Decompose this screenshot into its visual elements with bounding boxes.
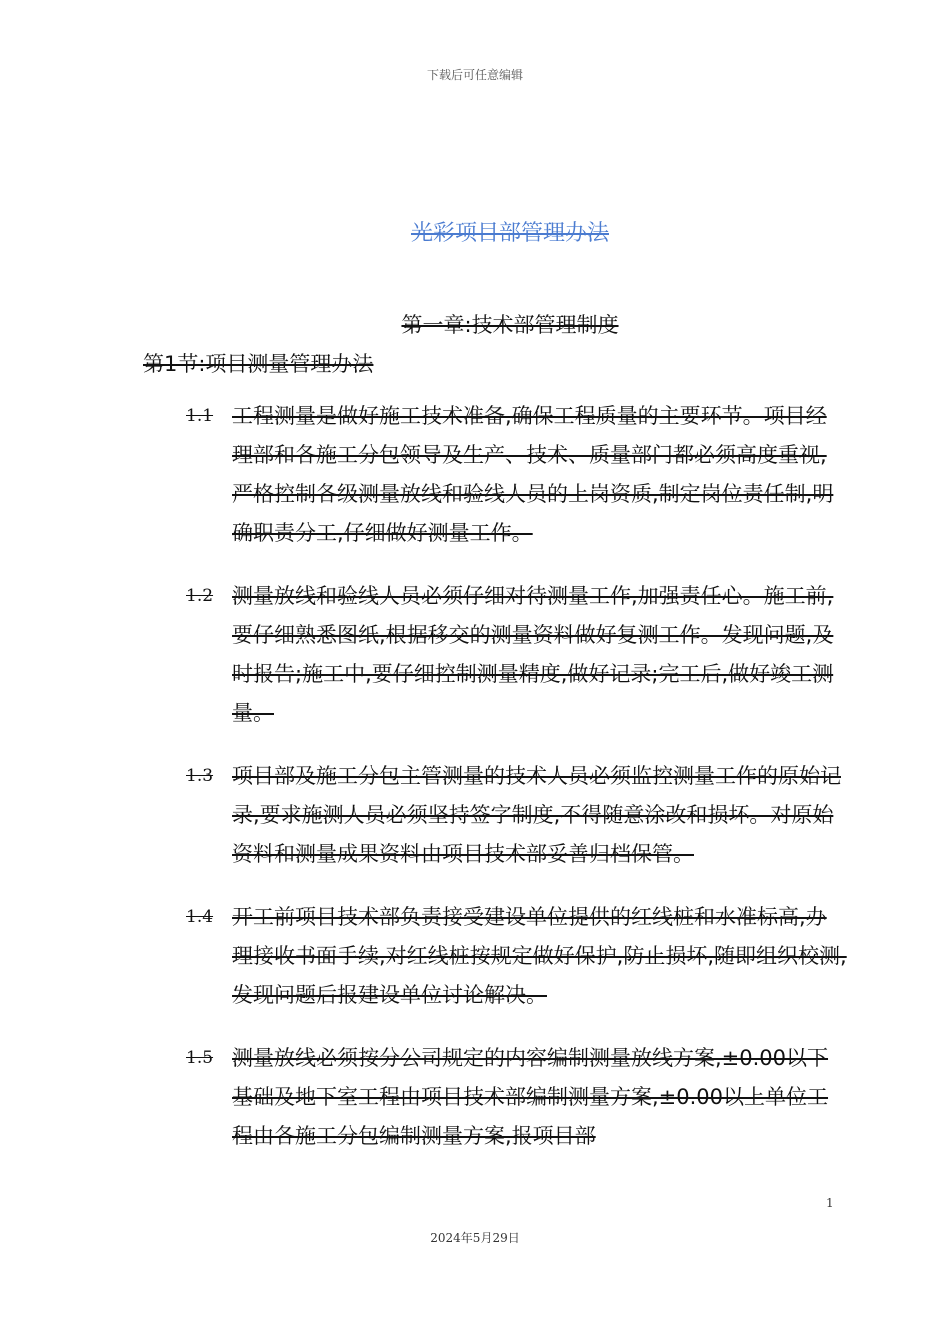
- list-item: [186, 1039, 866, 1156]
- footer-date: 2024年5月29日: [430, 1231, 520, 1245]
- item-text: 测量放线和验线人员必须仔细对待测量工作,加强责任心。施工前,要仔细熟悉图纸,根据移交的测量资料做好复测工作。发现问题,及时报告;施工中,要仔细控制测量精度,做好记录;完工后,做好竣工测量。: [232, 584, 834, 725]
- numbered-list: [186, 397, 866, 1180]
- chapter-heading: 第一章:技术部管理制度: [401, 313, 619, 337]
- list-item: [186, 757, 866, 874]
- list-item: [186, 397, 866, 553]
- page-number: 1: [826, 1196, 834, 1210]
- item-number: 1.2: [186, 586, 214, 606]
- section-heading: 第1节:项目测量管理办法: [143, 352, 374, 376]
- item-number: 1.5: [186, 1048, 214, 1068]
- item-number: 1.4: [186, 907, 214, 927]
- item-text: 开工前项目技术部负责接受建设单位提供的红线桩和水准标高,办理接收书面手续,对红线桩按规定做好保护,防止损坏,随即组织校测,发现问题后报建设单位讨论解决。: [232, 905, 847, 1007]
- document-title: 光彩项目部管理办法: [410, 221, 609, 246]
- item-text: 工程测量是做好施工技术准备,确保工程质量的主要环节。项目经理部和各施工分包领导及生产、技术、质量部门都必须高度重视,严格控制各级测量放线和验线人员的上岗资质,制定岗位责任制,明确职责分工,仔细做好测量工作。: [232, 404, 834, 545]
- item-text: 测量放线必须按分公司规定的内容编制测量放线方案,±0.00以下基础及地下室工程由项目技术部编制测量方案,±0.00以上单位工程由各施工分包编制测量方案,报项目部: [232, 1046, 829, 1148]
- item-text: 项目部及施工分包主管测量的技术人员必须监控测量工作的原始记录,要求施测人员必须坚持签字制度,不得随意涂改和损坏。对原始资料和测量成果资料由项目技术部妥善归档保管。: [232, 764, 841, 866]
- list-item: [186, 898, 866, 1015]
- item-number: 1.1: [186, 406, 214, 426]
- item-number: 1.3: [186, 766, 214, 786]
- list-item: [186, 577, 866, 733]
- header-note: 下载后可任意编辑: [426, 68, 523, 82]
